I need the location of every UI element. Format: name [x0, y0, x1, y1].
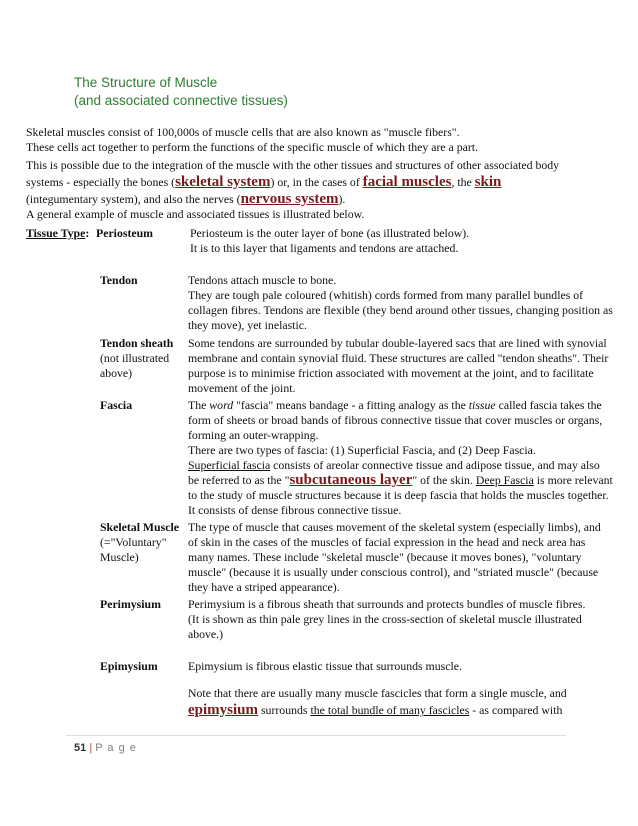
fascia-para-3 [188, 458, 613, 518]
desc-text: The [188, 398, 210, 412]
tissue-description [188, 273, 613, 333]
tissue-label [100, 336, 186, 381]
page-title [74, 74, 288, 110]
tissue-label: Fascia [100, 398, 133, 412]
desc-line: (It is shown as thin pale grey lines in the cross-section of skeletal muscle illustrated above.) [188, 612, 582, 641]
tissue-type-label: Tissue Type [26, 226, 86, 240]
link-nervous-system[interactable]: nervous system [240, 190, 339, 207]
fascia-para-2: There are two types of fascia: (1) Superficial Fascia, and (2) Deep Fascia. [188, 443, 536, 457]
link-subcutaneous-layer[interactable]: subcutaneous layer [289, 472, 413, 488]
desc-text: - as compared with [469, 703, 563, 717]
desc-italic: tissue [468, 398, 496, 412]
link-skin[interactable]: skin [474, 173, 502, 190]
intro-paragraph-2 [26, 158, 614, 222]
tissue-description [188, 398, 613, 518]
intro-text: ) or, in the cases of [270, 174, 363, 189]
tissue-label-text: Tendon sheath [100, 336, 174, 350]
desc-underlined: Superficial fascia [188, 458, 271, 472]
desc-text: surrounds [258, 703, 311, 717]
tissue-type-colon: : [85, 226, 90, 240]
tissue-label: Epimysium [100, 659, 158, 673]
intro-text: (integumentary system), and also the nerves ( [26, 191, 241, 206]
link-facial-muscles[interactable]: facial muscles [362, 173, 452, 190]
intro-paragraph-1 [26, 125, 614, 155]
tissue-label-note: (not illustrated above) [100, 351, 170, 380]
footer-separator: | [89, 742, 93, 754]
intro-line: Skeletal muscles consist of 100,000s of muscle cells that are also known as "muscle fibers". [26, 125, 460, 139]
tissue-label: Tendon [100, 273, 138, 287]
desc-line: Perimysium is a fibrous sheath that surrounds and protects bundles of muscle fibres. [188, 597, 586, 611]
page-number: 51 [74, 742, 87, 754]
tissue-description [190, 226, 615, 256]
intro-text: , the [451, 174, 475, 189]
footer-divider [66, 735, 566, 736]
desc-text: " of the skin. [412, 473, 476, 487]
tissue-description: The type of muscle that causes movement of the skeletal system (especially limbs), and of skin in the cases of the muscles of facial expression in the head and neck area has many names. These include "skeletal muscle" (because it moves bones), "voluntary muscle" (because it is usually under conscious control), and "striated muscle" (because they have a striped appearance). [188, 520, 601, 594]
desc-text: is more relevant to the study of muscle structures because it is deep fascia that holds the muscles together. It consists of dense fibrous connective tissue. [188, 473, 613, 517]
tissue-description [188, 597, 613, 642]
intro-line: This is possible due to the integration of the muscle with the other tissues and structures of other associated body [26, 158, 560, 172]
desc-line: Tendons attach muscle to bone. [188, 273, 337, 287]
desc-line: Periosteum is the outer layer of bone (as illustrated below). [190, 226, 470, 240]
tissue-row-periosteum [96, 226, 620, 258]
intro-line: These cells act together to perform the functions of the specific muscle of which they are a part. [26, 139, 479, 154]
desc-underlined: Deep Fascia [475, 473, 534, 487]
desc-text: "fascia" means bandage - a fitting analogy as the [233, 398, 469, 412]
tissue-label: Periosteum [96, 226, 153, 240]
desc-line: It is to this layer that ligaments and tendons are attached. [190, 241, 459, 255]
desc-text: consists of areolar connective tissue and adipose tissue, and may also be referred to as the " [188, 458, 600, 487]
tissue-label: Perimysium [100, 597, 161, 611]
link-skeletal-system[interactable]: skeletal system [175, 173, 271, 190]
title-line-2: (and associated connective tissues) [74, 93, 288, 108]
title-line-1: The Structure of Muscle [74, 75, 218, 90]
desc-line: They are tough pale coloured (whitish) cords formed from many parallel bundles of collagen fibres. Tendons are flexible (they bend around other tissues, changing position as they move), yet inelastic. [188, 288, 613, 332]
desc-underlined: the total bundle of many fascicles [310, 703, 470, 717]
desc-italic: word [209, 398, 234, 412]
tissue-type-heading [26, 226, 89, 241]
page-label: P a g e [95, 742, 137, 754]
tissue-label [100, 520, 186, 565]
intro-text: ). [338, 191, 346, 206]
link-epimysium[interactable]: epimysium [188, 702, 259, 718]
page-footer [74, 742, 137, 754]
tissue-description [188, 659, 613, 719]
tissue-label-note: (="Voluntary" Muscle) [100, 535, 167, 564]
desc-text: called fascia takes the form of sheets or broad bands of fibrous connective tissue that cover muscles or organs, forming an outer-wrapping. [188, 398, 603, 442]
tissue-description: Some tendons are surrounded by tubular double-layered sacs that are lined with synovial membrane and contain synovial fluid. These structures are called "tendon sheaths". Their purpose is to minimise friction associated with movement at the joint, and to facilitate movement of the joint. [188, 336, 609, 395]
intro-line: A general example of muscle and associated tissues is illustrated below. [26, 206, 365, 221]
tissue-label-text: Skeletal Muscle [100, 520, 179, 534]
desc-line: Note that there are usually many muscle fascicles that form a single muscle, and [188, 686, 567, 700]
intro-text: systems - especially the bones ( [26, 174, 176, 189]
desc-line: Epimysium is fibrous elastic tissue that surrounds muscle. [188, 659, 462, 673]
fascia-para-1 [188, 398, 613, 443]
